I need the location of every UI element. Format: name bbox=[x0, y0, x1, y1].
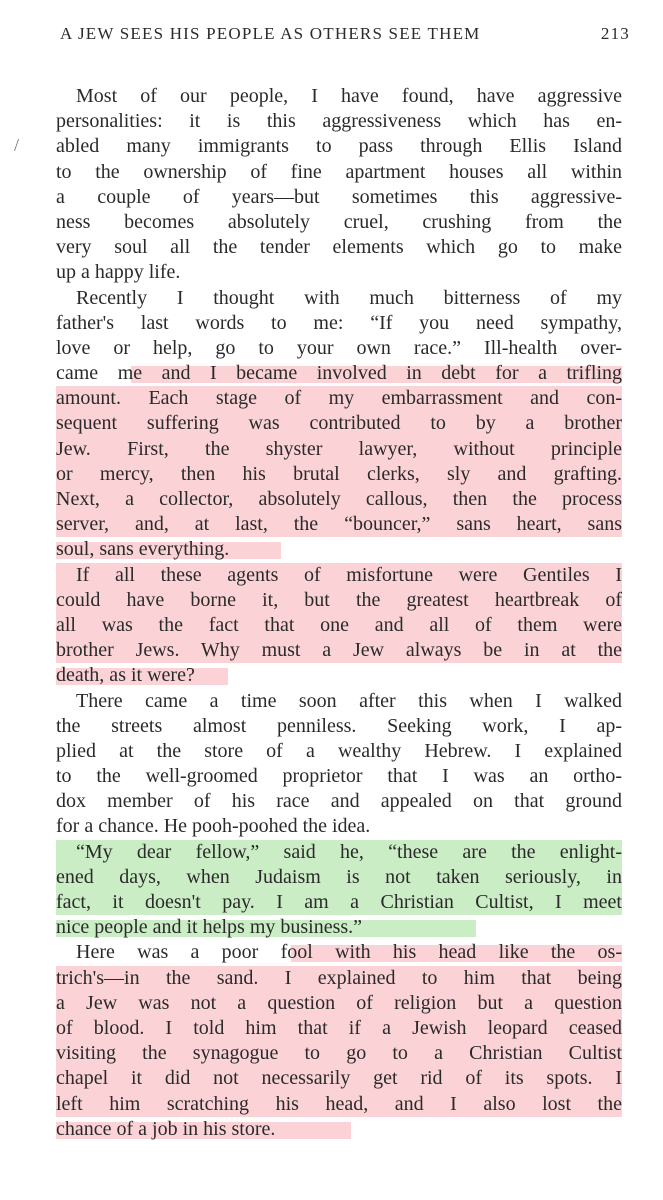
text-line: love or help, go to your own race.” Ill-health over- bbox=[56, 336, 622, 359]
text-line: for a chance. He pooh-poohed the idea. bbox=[56, 815, 371, 838]
text-line: a couple of years—but sometimes this aggressive- bbox=[56, 185, 622, 208]
text-line: to the ownership of fine apartment houses all within bbox=[56, 160, 622, 183]
text-line: There came a time soon after this when I walked bbox=[76, 689, 622, 712]
text-line: Most of our people, I have found, have aggressive bbox=[76, 85, 622, 107]
text-line-highlighted: sequent suffering was contributed to by a brother bbox=[56, 411, 622, 436]
text-line-highlighted: Here was a poor fool with his head like the os- bbox=[76, 941, 622, 964]
text-line-highlighted: could have borne it, but the greatest heartbreak of bbox=[56, 588, 622, 613]
text-line-highlighted: server, and, at last, the “bouncer,” sans heart, sans bbox=[56, 512, 622, 537]
paragraph bbox=[56, 689, 622, 840]
text-line: abled many immigrants to pass through Ellis Island bbox=[56, 135, 622, 158]
paragraph bbox=[56, 563, 622, 689]
page-body bbox=[56, 84, 622, 1142]
running-header bbox=[60, 18, 630, 48]
text-line-highlighted: came me and I became involved in debt for a trifling bbox=[56, 362, 622, 385]
text-line-highlighted: death, as it were? bbox=[56, 663, 622, 688]
text-line-highlighted: amount. Each stage of my embarrassment and con- bbox=[56, 386, 622, 411]
margin-pencil-mark: / bbox=[14, 135, 20, 155]
running-title: A JEW SEES HIS PEOPLE AS OTHERS SEE THEM bbox=[60, 24, 481, 43]
text-line-highlighted: chance of a job in his store. bbox=[56, 1117, 622, 1142]
text-line-highlighted: all was the fact that one and all of them were bbox=[56, 613, 622, 638]
text-line: ness becomes absolutely cruel, crushing from the bbox=[56, 210, 622, 233]
text-line: to the well-groomed proprietor that I was an ortho- bbox=[56, 765, 622, 788]
text-line-highlighted: or mercy, then his brutal clerks, sly and grafting. bbox=[56, 462, 622, 487]
text-line: father's last words to me: “If you need sympathy, bbox=[56, 311, 622, 334]
text-line-highlighted: Jew. First, the shyster lawyer, without principle bbox=[56, 437, 622, 462]
text-line: up a happy life. bbox=[56, 261, 181, 284]
text-line-highlighted: If all these agents of misfortune were Gentiles I bbox=[56, 563, 622, 588]
text-line: Recently I thought with much bitterness of my bbox=[76, 286, 622, 309]
text-line: plied at the store of a wealthy Hebrew. I explained bbox=[56, 739, 622, 762]
text-line: dox member of his race and appealed on that ground bbox=[56, 790, 622, 813]
paragraph bbox=[56, 286, 622, 563]
text-line-highlighted: left him scratching his head, and I also lost the bbox=[56, 1092, 622, 1117]
paragraph bbox=[56, 840, 622, 941]
paragraph bbox=[56, 940, 622, 1142]
text-line-highlighted: visiting the synagogue to go to a Christian Cultist bbox=[56, 1041, 622, 1066]
text-line: personalities: it is this aggressiveness which has en- bbox=[56, 110, 622, 133]
text-line-highlighted: trich's—in the sand. I explained to him that being bbox=[56, 966, 622, 991]
text-line-highlighted: “My dear fellow,” said he, “these are the enlight- bbox=[56, 840, 622, 865]
text-line-highlighted: chapel it did not necessarily get rid of its spots. I bbox=[56, 1066, 622, 1091]
paragraph bbox=[56, 84, 622, 286]
text-line-highlighted: brother Jews. Why must a Jew always be in at the bbox=[56, 638, 622, 663]
text-line-highlighted: fact, it doesn't pay. I am a Christian Cultist, I meet bbox=[56, 890, 622, 915]
text-line: very soul all the tender elements which go to make bbox=[56, 236, 622, 259]
text-line-highlighted: Next, a collector, absolutely callous, then the process bbox=[56, 487, 622, 512]
page-number: 213 bbox=[600, 24, 630, 43]
text-line-highlighted: soul, sans everything. bbox=[56, 537, 622, 562]
text-line-highlighted: nice people and it helps my business.” bbox=[56, 915, 622, 940]
text-line-highlighted: a Jew was not a question of religion but a question bbox=[56, 991, 622, 1016]
text-line-highlighted: of blood. I told him that if a Jewish leopard ceased bbox=[56, 1016, 622, 1041]
text-line-highlighted: ened days, when Judaism is not taken seriously, in bbox=[56, 865, 622, 890]
text-line: the streets almost penniless. Seeking work, I ap- bbox=[56, 714, 622, 737]
